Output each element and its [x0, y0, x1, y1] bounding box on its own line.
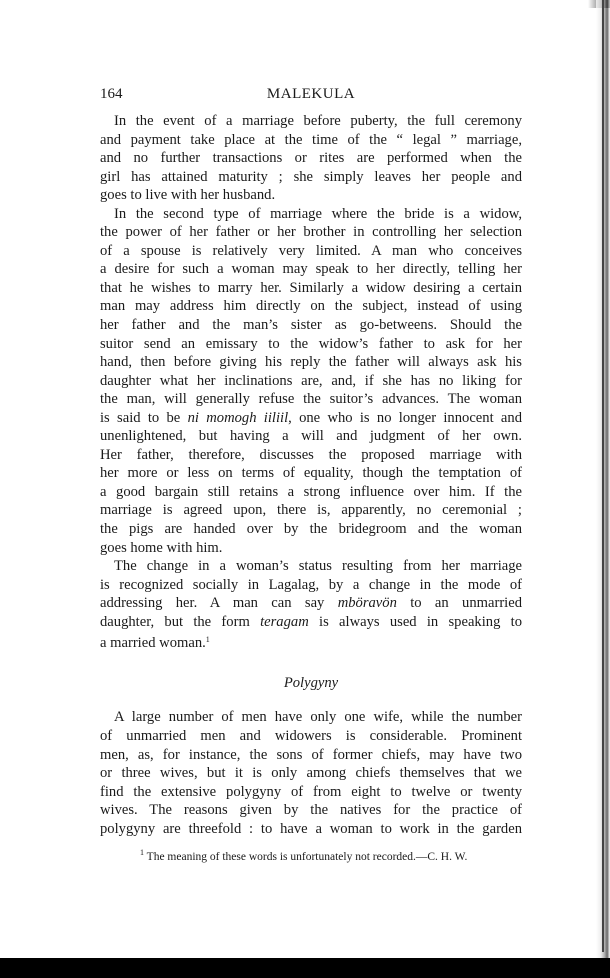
- text-line: the pigs are handed over by the bridegroom and the woman: [100, 521, 522, 538]
- text-line: [100, 409, 522, 428]
- paragraph-early-marriage: [100, 112, 522, 205]
- text-line: of a spouse is relatively very limited. A man who conceives: [100, 242, 522, 259]
- text-line: In the second type of marriage where the bride is a widow,: [114, 205, 522, 222]
- text-run: to an unmarried: [396, 595, 523, 612]
- text-run: daughter, but the form: [100, 613, 261, 630]
- text-run: is said to be: [100, 409, 188, 426]
- text-line: her father and the man’s sister as go-betweens. Should the: [100, 317, 522, 334]
- running-head: MALEKULA: [266, 86, 356, 102]
- footnote: [140, 848, 467, 863]
- text-line: that he wishes to marry her. Similarly a widow desiring a certain: [100, 279, 522, 296]
- text-line: and payment take place at the time of the “ legal ” marriage,: [100, 131, 522, 148]
- native-term: teragam: [260, 613, 309, 630]
- text-run: a married woman.: [100, 635, 206, 652]
- page-number: 164: [100, 86, 123, 102]
- text-line: is recognized socially in Lagalag, by a change in the mode of: [100, 576, 522, 593]
- native-term: mböravön: [337, 595, 397, 612]
- scan-border: [0, 958, 610, 978]
- text-line: marriage is agreed upon, there is, apparently, no ceremonial ;: [100, 502, 522, 519]
- footnote-marker: 1: [140, 848, 144, 857]
- text-line: suitor send an emissary to the widow’s father to ask for her: [100, 335, 522, 352]
- text-line: girl has attained maturity ; she simply leaves her people and: [100, 168, 522, 185]
- paragraph-status-change: [100, 557, 522, 650]
- text-line: men, as, for instance, the sons of former chiefs, may have two: [100, 746, 522, 763]
- text-line: wives. The reasons given by the natives for the practice of: [100, 802, 522, 819]
- text-line: [100, 594, 522, 613]
- text-run: addressing her. A man can say: [100, 595, 338, 612]
- text-line: goes home with him.: [100, 539, 223, 556]
- text-line: A large number of men have only one wife, while the number: [114, 709, 522, 726]
- text-line: man may address him directly on the subject, instead of using: [100, 298, 522, 315]
- text-line: the power of her father or her brother in controlling her selection: [100, 224, 522, 241]
- footnote-text: The meaning of these words is unfortunately not recorded.—C. H. W.: [144, 851, 468, 863]
- paragraph-widow-marriage: [100, 205, 522, 557]
- body-text: [100, 112, 522, 838]
- text-line: and no further transactions or rites are performed when the: [100, 150, 522, 167]
- text-line: a good bargain still retains a strong influence over him. If the: [100, 483, 522, 500]
- page-edge-line: [602, 0, 604, 952]
- text-line: unenlightened, but having a will and judgment of her own.: [100, 428, 522, 445]
- text-line: hand, then before giving his reply the father will always ask his: [100, 354, 522, 371]
- text-line: In the event of a marriage before puberty, the full ceremony: [114, 113, 522, 129]
- text-line: of unmarried men and widowers is considerable. Prominent: [100, 727, 522, 744]
- text-line: goes to live with her husband.: [100, 187, 276, 204]
- text-line: polygyny are threefold : to have a woman to work in the garden: [100, 820, 522, 837]
- text-line: or three wives, but it is only among chiefs themselves that we: [100, 765, 522, 782]
- text-run: , one who is no longer innocent and: [288, 409, 523, 426]
- paragraph-polygyny: [100, 708, 522, 838]
- text-line: The change in a woman’s status resulting from her marriage: [114, 558, 522, 575]
- text-line: Her father, therefore, discusses the proposed marriage with: [100, 446, 522, 463]
- text-line: a desire for such a woman may speak to her directly, telling her: [100, 261, 522, 278]
- text-line: [100, 631, 522, 650]
- text-run: is always used in speaking to: [308, 613, 523, 630]
- text-line: daughter what her inclinations are, and, if she has no liking for: [100, 372, 522, 389]
- footnote-reference: 1: [205, 635, 210, 645]
- section-heading: Polygyny: [283, 674, 339, 691]
- text-line: find the extensive polygyny of from eight to twelve or twenty: [100, 783, 522, 800]
- text-line: [100, 613, 522, 632]
- page-header: [100, 86, 522, 106]
- text-line: the man, will generally refuse the suitor’s advances. The woman: [100, 391, 522, 408]
- text-line: her more or less on terms of equality, though the temptation of: [100, 465, 522, 482]
- native-term: ni momogh iiliil: [187, 409, 289, 426]
